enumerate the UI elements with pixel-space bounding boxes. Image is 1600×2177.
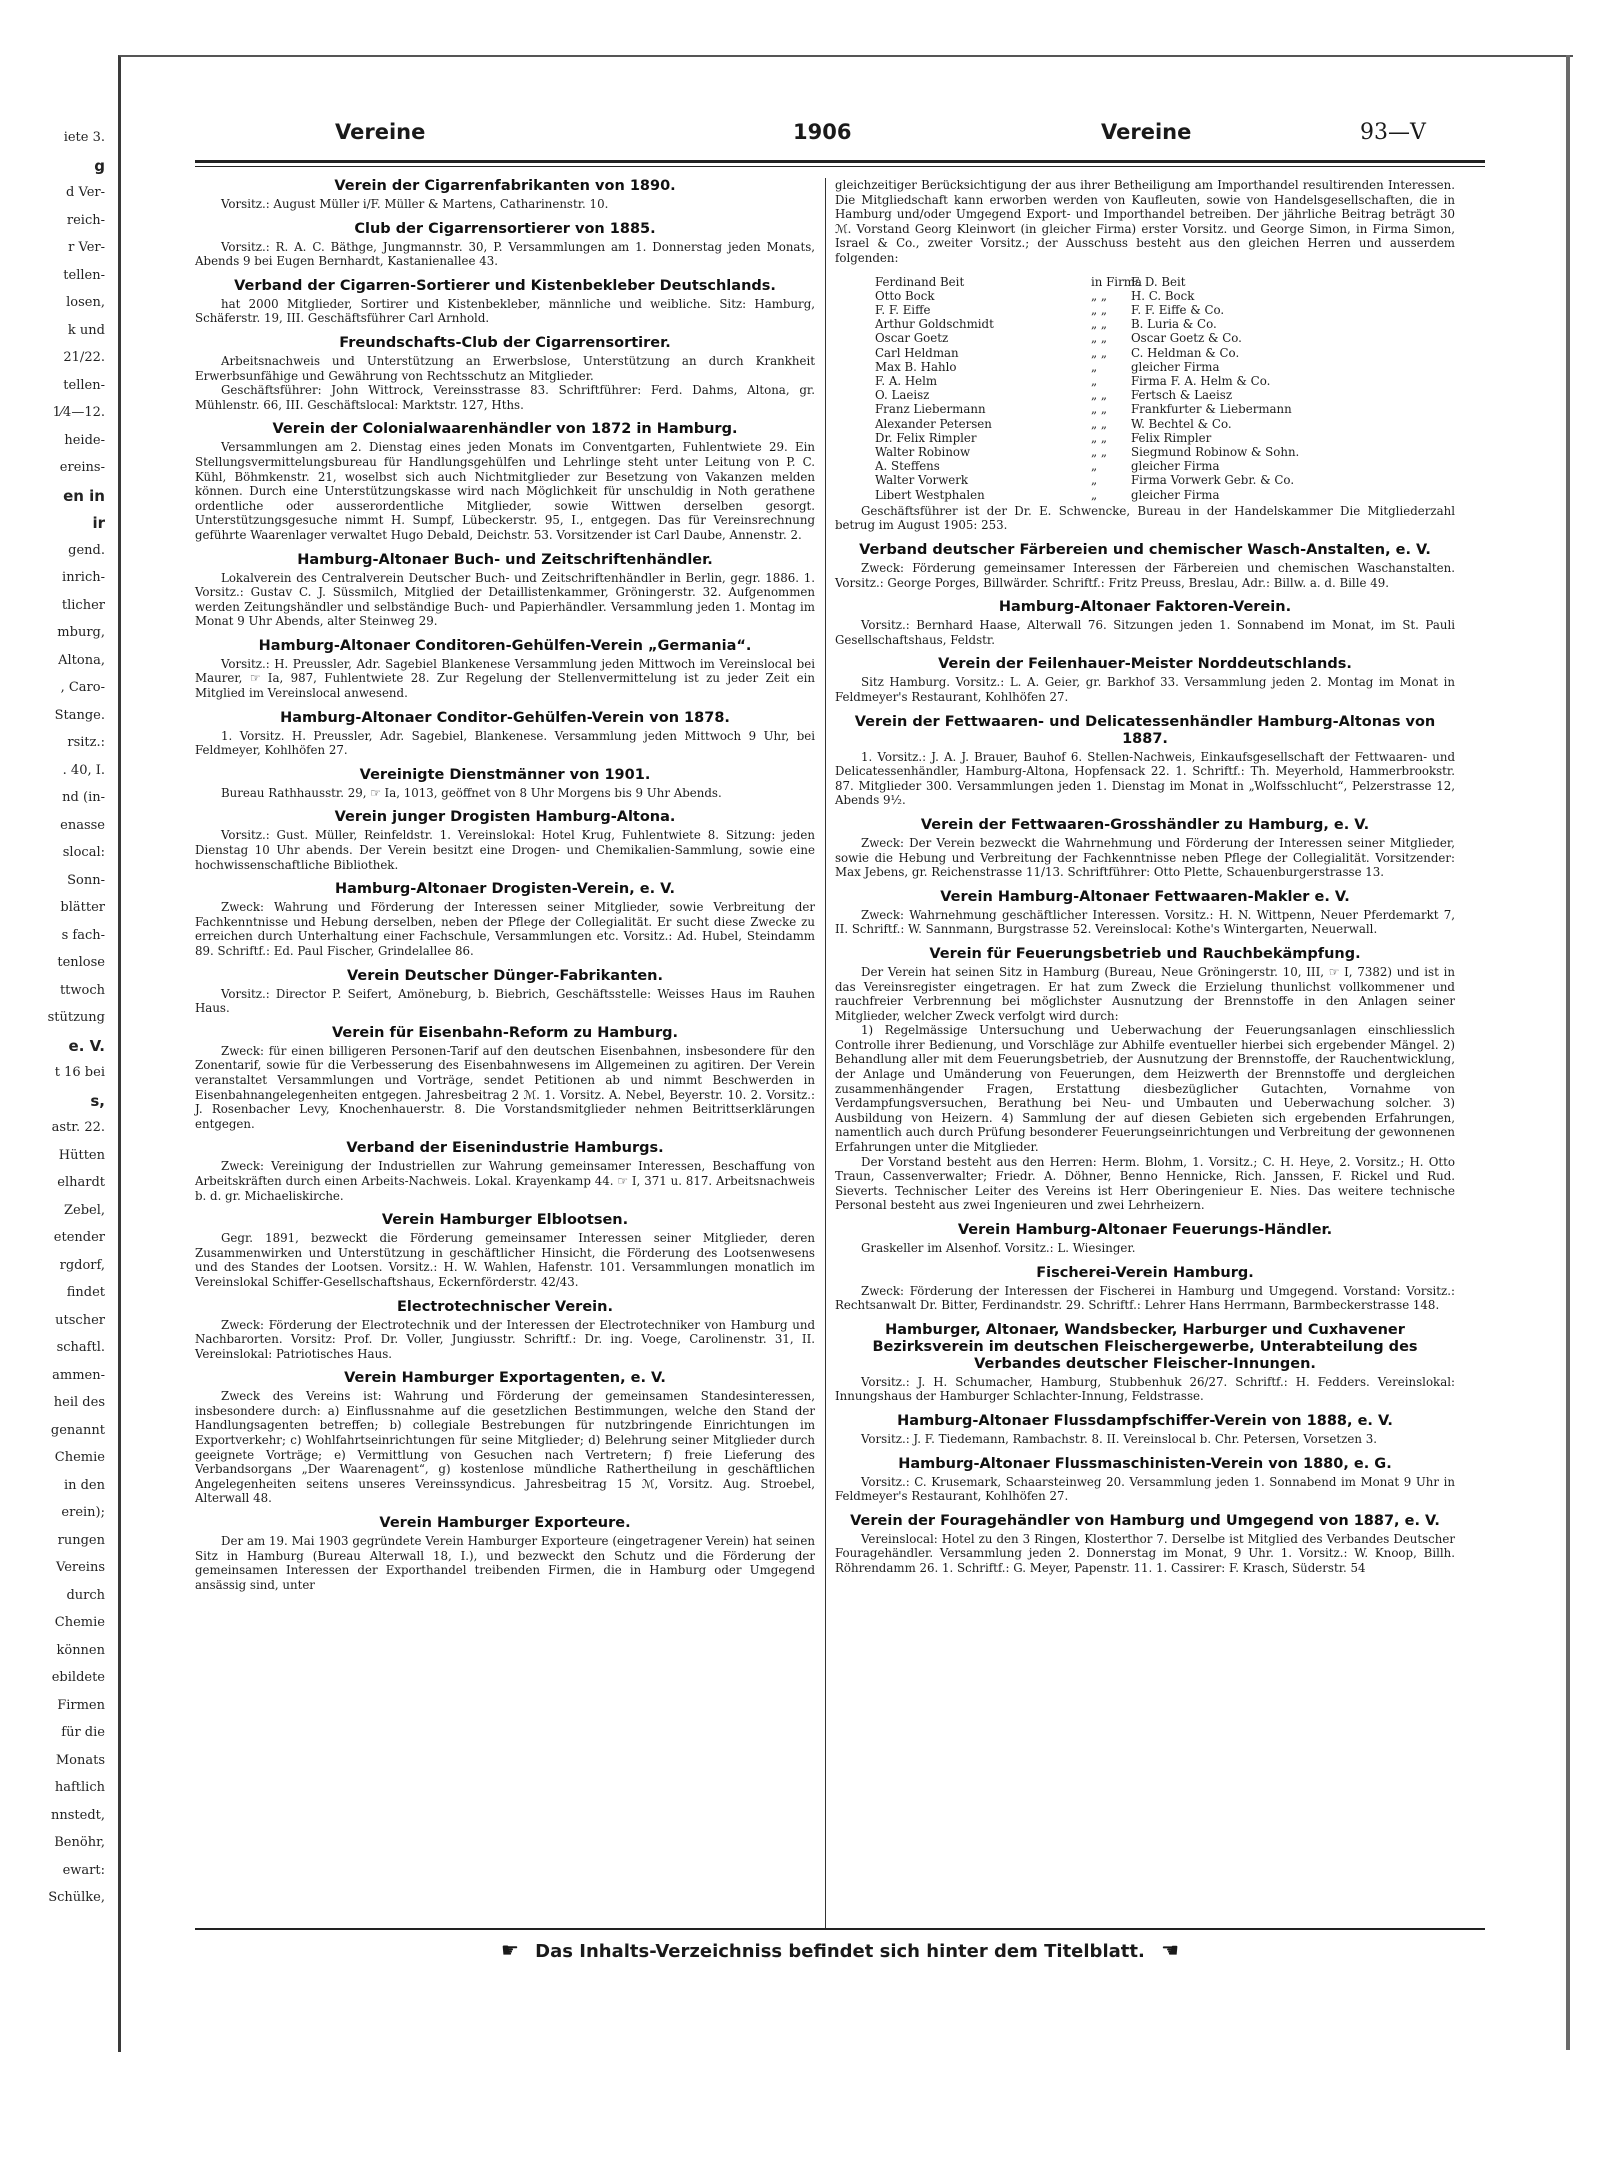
column-divider [825,178,826,1928]
association-entry [835,1265,1455,1313]
cutoff-line: Firmen [57,1697,105,1713]
cutoff-line: Chemie [54,1450,105,1465]
entry-text: Graskeller im Alsenhof. Vorsitz.: L. Wiesinger. [861,1241,1136,1255]
member-name: Franz Liebermann [875,402,986,417]
entry-title: Verband der Cigarren-Sortierer und Kistenbekleber Deutschlands. [234,277,776,294]
cutoff-line: ewart: [62,1862,105,1878]
association-entry [835,1456,1455,1504]
cutoff-line: blätter [60,900,105,915]
footer-rule [195,1928,1485,1930]
entry-title: Verein Hamburg-Altonaer Fettwaaren-Makler e. V. [940,888,1350,905]
association-entry [835,542,1455,590]
association-entry [835,714,1455,808]
entry-title: Verein Hamburg-Altonaer Feuerungs-Händler. [957,1222,1333,1238]
member-sep: „ [1091,359,1098,374]
association-entry [195,1140,815,1203]
association-entry [195,335,815,412]
cutoff-line: mburg, [57,625,105,640]
entry-text: 1) Regelmässige Untersuchung und Ueberwachung der Feuerungsanlagen einschliesslich Controlle ihrer Bedienung, und Vorschläge zur Abhilfe eventueller hierbei sich ergebender Mängel. 2) Behandlung aller mit dem Feuerungsbetrieb, der Ausnutzung der Brennstoffe, der Rauchentwicklung, der Anlage und Umänderung von Feuerungen, dem Heizwerth der Brennstoffe und dergleichen zusammenhängender Fragen, Erstattung diesbezüglicher Gutachten, Vornahme von Verdampfungsversuchen, Berathung bei Neu- und Umbauten und Ueberwachung solcher. 3) Ausbildung von Heizern. 4) Sammlung der auf diesen Gebieten sich ergebenden Erfahrungen, namentlich auch durch Prüfung besonderer Feuerungseinrichtungen und Verbreitung der gewonnenen Erfahrungen unter die Mitglieder. [835,1023,1455,1155]
cutoff-line: erein); [61,1505,105,1520]
member-name: Otto Bock [875,288,935,303]
cutoff-line: elhardt [57,1175,105,1190]
cutoff-line: Altona, [58,652,105,668]
entry-text: Geschäftsführer: John Wittrock, Vereinsstrasse 83. Schriftführer: Ferd. Dahms, Altona, gr. Mühlenstr. 66, III. Geschäftslocal: Marktstr. 127, Hths. [195,383,815,412]
cutoff-line: Monats [55,1752,105,1768]
member-sep: „ „ [1091,445,1107,459]
association-entry [835,946,1455,1213]
association-entry [835,599,1455,647]
entry-text: Zweck des Vereins ist: Wahrung und Förderung der gemeinsamen Standesinteressen, insbesondere durch: a) Einflussnahme auf die gesetzlichen Bestimmungen, welche den Stand der Handlungsagenten betreffen; b) collegiale Bestrebungen für nutzbringende Einrichtungen im Exportverkehr; c) Wohlfahrtseinrichtungen für seine Mitglieder; d) Belehrung seiner Mitglieder durch geeignete Vorträge; e) Vermittlung von Gesuchen nach Vertretern; f) freie Lieferung des Verbandsorgans „Der Waarenagent“, g) kostenlose mündliche Rathertheilung in geschäftlichen Angelegenheiten seitens unseres Vereinssyndicus. Jahresbeitrag 15 ℳ, Vorsitz. Aug. Stroebel, Alterwall 48. [195,1389,815,1506]
committee-list [875,275,1455,502]
cutoff-line: haftlich [54,1780,105,1795]
header-year: 1906 [793,120,852,144]
member-firm: H. C. Bock [1131,288,1195,303]
member-firm: Frankfurter & Liebermann [1131,402,1292,417]
cutoff-line: ir [92,514,105,532]
left-column [195,178,815,1601]
cutoff-line: losen, [66,295,105,310]
entry-text: Geschäftsführer ist der Dr. E. Schwencke, Bureau in der Handelskammer Die Mitgliederzahl betrug im August 1905: 253. [835,503,1455,533]
association-entry [835,1513,1455,1576]
entry-title: Verein junger Drogisten Hamburg-Altona. [334,809,676,826]
association-entry [835,889,1455,937]
member-name: Carl Heldman [875,345,959,360]
member-sep: „ „ [1091,317,1107,332]
cutoff-line: nnstedt, [50,1807,105,1823]
pointing-hand-right-icon: ☛ [500,1938,519,1962]
member-firm: Oscar Goetz & Co. [1131,331,1242,346]
entry-title: Hamburg-Altonaer Buch- und Zeitschriftenhändler. [297,551,713,568]
entry-text: Zweck: Der Verein bezweckt die Wahrnehmung und Förderung der Interessen seiner Mitglieder, sowie die Hebung und Verbreitung der Fachkenntnisse neben Pflege der Collegialität. Vorsitzender: Max Jebens, gr. Reichenstrasse 11/13. Schriftführer: Otto Plette, Schauenburgerstrasse 13. [835,835,1455,880]
cutoff-line: findet [66,1285,105,1300]
cutoff-line: Stange. [54,707,105,723]
entry-title: Electrotechnischer Verein. [397,1298,613,1315]
cutoff-line: t 16 bei [54,1065,105,1080]
cutoff-line: tellen- [63,267,105,283]
entry-text: Vorsitz.: Director P. Seifert, Amöneburg, b. Biebrich, Geschäftsstelle: Weisses Haus im Rauhen Haus. [195,986,815,1016]
right-column [835,178,1455,1585]
entry-title: Verein der Fettwaaren-Grosshändler zu Hamburg, e. V. [920,816,1370,833]
cutoff-line: Zebel, [63,1202,105,1218]
cutoff-line: Benöhr, [54,1835,105,1850]
entry-text: Sitz Hamburg. Vorsitz.: L. A. Geier, gr. Barkhof 33. Versammlung jeden 2. Montag im Monat in Feldmeyer's Restaurant, Kohlhöfen 27. [835,675,1455,704]
association-entry [195,1515,815,1592]
entry-text: Vorsitz.: Bernhard Haase, Alterwall 76. Sitzungen jeden 1. Sonnabend im Monat, im St. Pauli Gesellschaftshaus, Feldstr. [835,618,1455,647]
cutoff-line: tellen- [63,377,105,393]
entry-title: Verband deutscher Färbereien und chemischer Wasch-Anstalten, e. V. [859,542,1431,558]
cutoff-line: iete 3. [63,130,105,145]
cutoff-line: gend. [68,542,105,558]
member-firm: Fertsch & Laeisz [1131,388,1233,403]
cutoff-line: rsitz.: [67,735,105,750]
association-entry [195,552,815,629]
association-entry [195,221,815,269]
entry-title: Hamburg-Altonaer Drogisten-Verein, e. V. [334,881,676,898]
cutoff-line: in den [63,1477,105,1493]
member-name: Libert Westphalen [875,487,985,502]
entry-text: Der Vorstand besteht aus den Herren: Herm. Blohm, 1. Vorsitz.; C. H. Heye, 2. Vorsitz.; H. Otto Traun, Cassenverwalter; Friedr. A. Döhner, Benno Hennicke, Rich. Janssen, F. Rickel und Rud. Sieverts. Technischer Leiter des Vereins ist Herr Oberingenieur E. Nies. Das weitere technische Personal besteht aus zwei Ingenieuren und zwei Lehrheizern. [835,1154,1455,1213]
member-sep: „ „ [1091,416,1107,431]
member-firm: Siegmund Robinow & Sohn. [1131,445,1300,459]
member-name: F. A. Helm [875,373,938,388]
entry-title: Fischerei-Verein Hamburg. [1036,1264,1254,1281]
entry-text: Lokalverein des Centralverein Deutscher Buch- und Zeitschriftenhändler in Berlin, gegr. 1886. 1. Vorsitz.: Gustav C. J. Süssmilch, Mitglied der Detaillistenkammer, Gröningerstr. 32. Aufgenommen werden Zeitungshändler und selbständige Buch- und Papierhändler. Versammlung jeden 1. Montag im Monat 9 Uhr Abends, alter Steinweg 29. [195,570,815,629]
entry-title: Club der Cigarrensortierer von 1885. [354,220,656,237]
entry-text: Der am 19. Mai 1903 gegründete Verein Hamburger Exporteure (eingetragener Verein) hat seinen Sitz in Hamburg (Bureau Alterwall 18, I.), und bezweckt den Schutz und die Förderung der gemeinsamen Interessen der Exporthandel treibenden Firmen, die in Hamburg oder Umgegend ansässig sind, unter [195,1534,815,1592]
entry-text: Zweck: Förderung der Electrotechnik und der Interessen der Electrotechniker von Hamburg und Nachbarorten. Vorsitz: Prof. Dr. Voller, Jungiusstr. Schriftf.: Dr. ing. Voege, Carolinenstr. 31, II. Vereinslokal: Patriotisches Haus. [195,1317,815,1361]
member-sep: „ „ [1091,302,1107,317]
member-name: Alexander Petersen [875,416,992,431]
cutoff-line: ebildete [51,1670,105,1685]
footer-text: Das Inhalts-Verzeichniss befindet sich hinter dem Titelblatt. [535,1941,1145,1962]
cutoff-line: inrich- [62,570,105,585]
association-entry [195,809,815,872]
member-firm: gleicher Firma [1131,359,1220,374]
member-sep: „ „ [1091,331,1107,346]
cutoff-line: g [94,156,105,175]
member-name: Walter Robinow [875,445,971,459]
association-entry [195,1025,815,1132]
entry-text: 1. Vorsitz.: J. A. J. Brauer, Bauhof 6. Stellen-Nachweis, Einkaufsgesellschaft der Fettwaaren- und Delicatessenhändler, Hamburg-Altona, Hopfensack 22. 1. Schriftf.: Th. Meyerhold, Hammerbrookstr. 87. Mitglieder 300. Versammlungen jeden 1. Dienstag im Monat in „Wolfsschlucht“, Pelzerstrasse 12, Abends 9½. [835,749,1455,808]
entry-title: Hamburg-Altonaer Conditoren-Gehülfen-Verein „Germania“. [258,637,752,654]
association-entry [835,817,1455,880]
scan-edge [1566,55,1570,2050]
member-name: A. Steffens [875,459,940,474]
cutoff-line: Schülke, [48,1890,105,1905]
association-entry [195,710,815,758]
member-name: F. F. Eiffe [875,302,931,317]
cutoff-line: k und [67,322,105,338]
header-rule-thin [195,166,1485,167]
entry-text: Zweck: Vereinigung der Industriellen zur Wahrung gemeinsamer Interessen, Beschaffung von Arbeitskräften durch einen Arbeits-Nachweis. Lokal. Krayenkamp 44. ☞ I, 371 u. 817. Arbeitsnachweis b. d. gr. Michaeliskirche. [195,1159,815,1203]
cutoff-line: etender [53,1230,105,1245]
entry-title: Hamburg-Altonaer Flussmaschinisten-Verein von 1880, e. G. [898,1455,1392,1472]
cutoff-line: d Ver- [66,185,105,200]
entry-title: Verein der Cigarrenfabrikanten von 1890. [334,178,676,194]
cutoff-line: ttwoch [59,982,105,998]
cutoff-line: durch [66,1587,105,1603]
entry-text: Vorsitz.: C. Krusemark, Schaarsteinweg 20. Versammlung jeden 1. Sonnabend im Monat 9 Uhr in Feldmeyer's Restaurant, Kohlhöfen 27. [835,1474,1455,1504]
entry-text: Vorsitz.: Gust. Müller, Reinfeldstr. 1. Vereinslokal: Hotel Krug, Fuhlentwiete 8. Sitzung: jeden Dienstag 10 Uhr abends. Der Verein besitzt eine Drogen- und Chemikalien-Sammlung, sowie eine hochwissenschaftliche Bibliothek. [195,828,815,872]
entry-title: Freundschafts-Club der Cigarrensortirer. [339,334,671,351]
cutoff-line: en in [63,486,105,505]
cutoff-line: Hütten [58,1147,105,1163]
member-firm: C. Heldman & Co. [1131,345,1240,360]
cutoff-line: können [56,1642,105,1658]
cutoff-line: Chemie [54,1615,105,1630]
cutoff-line: tenlose [57,955,105,970]
cutoff-line: slocal: [62,845,105,860]
member-name: Arthur Goldschmidt [875,317,994,332]
cutoff-line: enasse [60,817,105,833]
cutoff-line: astr. 22. [51,1120,105,1135]
member-firm: gleicher Firma [1131,487,1220,502]
member-sep: „ [1091,373,1098,388]
entry-title: Verband der Eisenindustrie Hamburgs. [346,1140,664,1157]
page [195,120,1485,2040]
cutoff-line: heil des [53,1395,105,1410]
association-entry [195,1212,815,1289]
member-firm: F. F. Eiffe & Co. [1131,302,1225,317]
member-firm: Firma F. A. Helm & Co. [1131,373,1271,388]
cutoff-line: ammen- [52,1367,105,1383]
cutoff-line: Vereins [56,1560,105,1575]
association-entry [195,278,815,326]
entry-text: Vorsitz.: August Müller i/F. Müller & Martens, Catharinenstr. 10. [221,197,609,211]
previous-page-strip [0,130,105,1960]
entry-title: Verein Hamburger Elblootsen. [381,1212,629,1229]
cutoff-line: nd (in- [62,790,105,805]
association-entry [835,1322,1455,1404]
cutoff-line: für die [61,1725,105,1740]
association-entry [195,968,815,1016]
member-firm: Firma Vorwerk Gebr. & Co. [1131,473,1295,488]
entry-title: Verein der Fouragehändler von Hamburg und Umgegend von 1887, e. V. [850,1512,1440,1529]
entry-text: Zweck: Wahrnehmung geschäftlicher Interessen. Vorsitz.: H. N. Wittpenn, Neuer Pferdemarkt 7, II. Schriftf.: W. Sannmann, Burgstrasse 52. Vereinslocal: Kothe's Wintergarten, Neuerwall. [835,907,1455,937]
entry-title: Verein der Feilenhauer-Meister Norddeutschlands. [938,656,1352,673]
member-sep: „ [1091,473,1098,488]
member-firm: B. Luria & Co. [1131,317,1217,332]
member-name: Max B. Hahlo [875,359,957,374]
member-sep: „ „ [1091,288,1107,303]
cutoff-line: rungen [57,1532,105,1548]
member-sep: „ [1091,487,1098,502]
cutoff-line: schaftl. [56,1340,105,1355]
cutoff-line: e. V. [68,1036,105,1055]
entry-title: Verein Hamburger Exporteure. [379,1515,631,1532]
cutoff-line: r Ver- [68,240,105,255]
entry-title: Hamburg-Altonaer Faktoren-Verein. [998,599,1292,616]
entry-title: Verein Deutscher Dünger-Fabrikanten. [346,967,664,984]
entry-continuation-end [835,504,1455,533]
member-sep: „ „ [1091,345,1107,360]
entry-text: Zweck: Förderung gemeinsamer Interessen der Färbereien und chemischen Waschanstalten. Vorsitz.: George Porges, Billwärder. Schriftf.: Fritz Preuss, Breslau, Adr.: Billw. a. d. Bille 49. [835,561,1455,590]
entry-text: Zweck: für einen billigeren Personen-Tarif auf den deutschen Eisenbahnen, insbesondere für den Zonentarif, sowie für die Verbesserung des Eisenbahnwesens im Allgemeinen zu agitiren. Der Verein veranstaltet Versammlungen und Vorträge, sendet Petitionen ab und nimmt Beschwerden in Eisenbahnangelegenheiten entgegen. Jahresbeitrag 2 ℳ. 1. Vorsitz. A. Nebel, Beyerstr. 10. 2. Vorsitz.: J. Rosenbacher Levy, Knochenhauerstr. 8. Die Vorstandsmitglieder nehmen Beitrittserklärungen entgegen. [195,1043,815,1131]
cutoff-line: tlicher [61,597,105,613]
entry-text: Arbeitsnachweis und Unterstützung an Erwerbslose, Unterstützung an durch Krankheit Erwerbsunfähige und Gewährung von Rechtsschutz an Mitglieder. [195,353,815,383]
member-name: Walter Vorwerk [875,473,969,488]
entry-title: Verein Hamburger Exportagenten, e. V. [344,1370,666,1387]
association-entry [835,1413,1455,1447]
cutoff-line: utscher [55,1312,105,1328]
association-entry [195,638,815,701]
entry-continuation [835,178,1455,266]
association-entry [835,656,1455,704]
member-firm: Felix Rimpler [1131,430,1212,445]
entry-text: Versammlungen am 2. Dienstag eines jeden Monats im Conventgarten, Fuhlentwiete 29. Ein Stellungsvermittelungsbureau für Handlungsgehülfen und Lehrlinge steht unter Leitung von P. C. Kühl, Böhmkenstr. 21, woselbst sich auch Nichtmitglieder zur Besetzung von Vakanzen melden können. Durch eine Unterstützungskasse wird nach Möglichkeit für unschuldig in Noth gerathene ordentliche oder ausserordentliche Mitglieder, sowie Wittwen derselben gesorgt. Unterstützungsgesuche nimmt H. Sumpf, Lübeckerstr. 95, I., entgegen. Das für Vereinsrechnung geführte Waarenlager verwaltet Hugo Debald, Deichstr. 53. Vorsitzender ist Carl Daube, Annenstr. 2. [195,440,815,542]
cutoff-line: Sonn- [67,872,105,888]
entry-text: Vorsitz.: R. A. C. Bäthge, Jungmannstr. 30, P. Versammlungen am 1. Donnerstag jeden Monats, Abends 9 bei Eugen Bernhardt, Kastanienallee 43. [195,239,815,269]
entry-text: Vorsitz.: H. Preussler, Adr. Sagebiel Blankenese Versammlung jeden Mittwoch im Vereinslocal bei Maurer, ☞ Ia, 987, Fuhlentwiete 28. Zur Regelung der Stellenvermittelung ist zu jeder Zeit ein Mitglied im Vereinslocal anwesend. [195,656,815,701]
entry-text: hat 2000 Mitglieder, Sortirer und Kistenbekleber, männliche und weibliche. Sitz: Hamburg, Schäferstr. 19, III. Geschäftsführer Carl Arnhold. [195,296,815,326]
association-entry [835,1222,1455,1256]
member-name: Ferdinand Beit [875,274,965,289]
entry-title: Vereinigte Dienstmänner von 1901. [359,766,651,783]
member-name: Oscar Goetz [875,331,949,346]
entry-text: 1. Vorsitz. H. Preussler, Adr. Sagebiel, Blankenese. Versammlung jeden Mittwoch 9 Uhr, bei Feldmeyer, Kohlhöfen 27. [195,728,815,758]
entry-title: Verein für Eisenbahn-Reform zu Hamburg. [331,1024,679,1041]
association-entry [195,881,815,958]
entry-text: Zweck: Wahrung und Förderung der Interessen seiner Mitglieder, sowie Verbreitung der Fachkenntnisse und Hebung derselben, neben der Pflege der Collegialität. Er sucht diese Zwecke zu erreichen durch Unterhaltung einer Fachschule, Versammlungen etc. Vorsitz.: Ad. Hubel, Steindamm 89. Schriftf.: Ed. Paul Fischer, Grindelallee 86. [195,900,815,958]
association-entry [195,1370,815,1506]
cutoff-line: stützung [47,1010,105,1025]
association-entry [195,421,815,542]
association-entry [195,767,815,801]
cutoff-line: reich- [66,212,105,228]
member-sep: „ [1091,459,1098,474]
entry-text: gleichzeitiger Berücksichtigung der aus ihrer Betheiligung am Importhandel resultirenden Interessen. Die Mitgliedschaft kann erworben werden von Kaufleuten, sowie von Handelsgesellschaften, die in Hamburg und/oder Umgegend Export- und Importhandel betreiben. Der jährliche Beitrag beträgt 30 ℳ. Vorstand Georg Kleinwort (in gleicher Firma) erster Vorsitz. und George Simon, in Firma Simon, Israel & Co., zweiter Vorsitz.; der Ausschuss besteht aus den gleichen Herren und ausserdem folgenden: [835,178,1455,265]
entry-title: Verein der Colonialwaarenhändler von 1872 in Hamburg. [272,421,738,438]
member-sep: „ „ [1091,430,1107,445]
cutoff-line: , Caro- [60,680,105,695]
member-firm: gleicher Firma [1131,459,1220,474]
cutoff-line: s, [90,1091,105,1110]
header-left: Vereine [335,120,426,144]
entry-title: Verein der Fettwaaren- und Delicatessenhändler Hamburg-Altonas von 1887. [854,713,1436,747]
member-name: Dr. Felix Rimpler [875,430,977,445]
entry-text: Zweck: Förderung der Interessen der Fischerei in Hamburg und Umgegend. Vorstand: Vorsitz.: Rechtsanwalt Dr. Bitter, Ferdinandstr. 29. Schriftf.: Lehrer Hans Herrmann, Barmbeckerstrasse 148. [835,1283,1455,1313]
member-sep: in Firma [1091,274,1142,289]
entry-title: Hamburger, Altonaer, Wandsbecker, Harburger und Cuxhavener Bezirksverein im deutschen Fleischergewerbe, Unterabteilung des Verbandes deutscher Fleischer-Innungen. [872,1321,1418,1372]
cutoff-line: . 40, I. [62,762,105,778]
page-number: 93—V [1360,120,1426,145]
member-name: O. Laeisz [875,388,930,403]
entry-text: Der Verein hat seinen Sitz in Hamburg (Bureau, Neue Gröningerstr. 10, III, ☞ I, 7382) und ist in das Vereinsregister eingetragen. Er hat zum Zweck die Erzielung thunlichst vollkommener und rauchfreier Verbrennung bei möglichster Ausnutzung der Brennstoffe in den Anlagen seiner Mitglieder, welcher Zweck verfolgt wird durch: [835,964,1455,1023]
association-entry [195,178,815,212]
cutoff-line: 1⁄4—12. [52,405,105,420]
entry-text: Vorsitz.: J. H. Schumacher, Hamburg, Stubbenhuk 26/27. Schriftf.: H. Fedders. Vereinslokal: Innungshaus der Hamburger Schlachter-Innung, Feldstrasse. [835,1374,1455,1404]
entry-text: Vereinslocal: Hotel zu den 3 Ringen, Klosterthor 7. Derselbe ist Mitglied des Verbandes Deutscher Fouragehändler. Versammlung jeden 2. Donnerstag im Monat, 9 Uhr. 1. Vorsitz.: W. Knoop, Billh. Röhrendamm 26. 1. Schriftf.: G. Meyer, Papenstr. 11. 1. Cassirer: F. Krasch, Süderstr. 54 [835,1531,1455,1575]
cutoff-line: s fach- [61,927,105,943]
cutoff-line: ereins- [59,460,105,475]
header-right: Vereine [1101,120,1192,144]
member-firm: W. Bechtel & Co. [1131,416,1232,431]
entry-title: Hamburg-Altonaer Flussdampfschiffer-Verein von 1888, e. V. [897,1412,1393,1429]
entry-text: Gegr. 1891, bezweckt die Förderung gemeinsamer Interessen seiner Mitglieder, deren Zusammenwirken und Unterstützung in geschäftlicher Hinsicht, die Förderung des Lootsenwesens und des Standes der Lootsen. Vorsitz.: H. W. Wahlen, Hafenstr. 101. Versammlungen monatlich im Vereinslokal Schiffer-Gesellschaftshaus, Eckernförderstr. 42/43. [195,1231,815,1289]
member-sep: „ „ [1091,388,1107,403]
entry-title: Hamburg-Altonaer Conditor-Gehülfen-Verein von 1878. [280,709,730,726]
entry-text: Vorsitz.: J. F. Tiedemann, Rambachstr. 8. II. Vereinslocal b. Chr. Petersen, Vorsetzen 3. [861,1431,1377,1446]
pointing-hand-left-icon: ☚ [1161,1938,1180,1962]
cutoff-line: genannt [50,1422,105,1438]
cutoff-line: rgdorf, [59,1257,105,1273]
entry-text: Bureau Rathhausstr. 29, ☞ Ia, 1013, geöffnet von 8 Uhr Morgens bis 9 Uhr Abends. [221,785,722,800]
header-rule [195,160,1485,163]
entry-title: Verein für Feuerungsbetrieb und Rauchbekämpfung. [929,945,1361,962]
cutoff-line: heide- [64,432,105,448]
member-firm: F. D. Beit [1131,274,1186,289]
member-sep: „ „ [1091,402,1107,417]
cutoff-line: 21/22. [63,350,105,365]
association-entry [195,1299,815,1362]
footer-note [195,1938,1485,1962]
